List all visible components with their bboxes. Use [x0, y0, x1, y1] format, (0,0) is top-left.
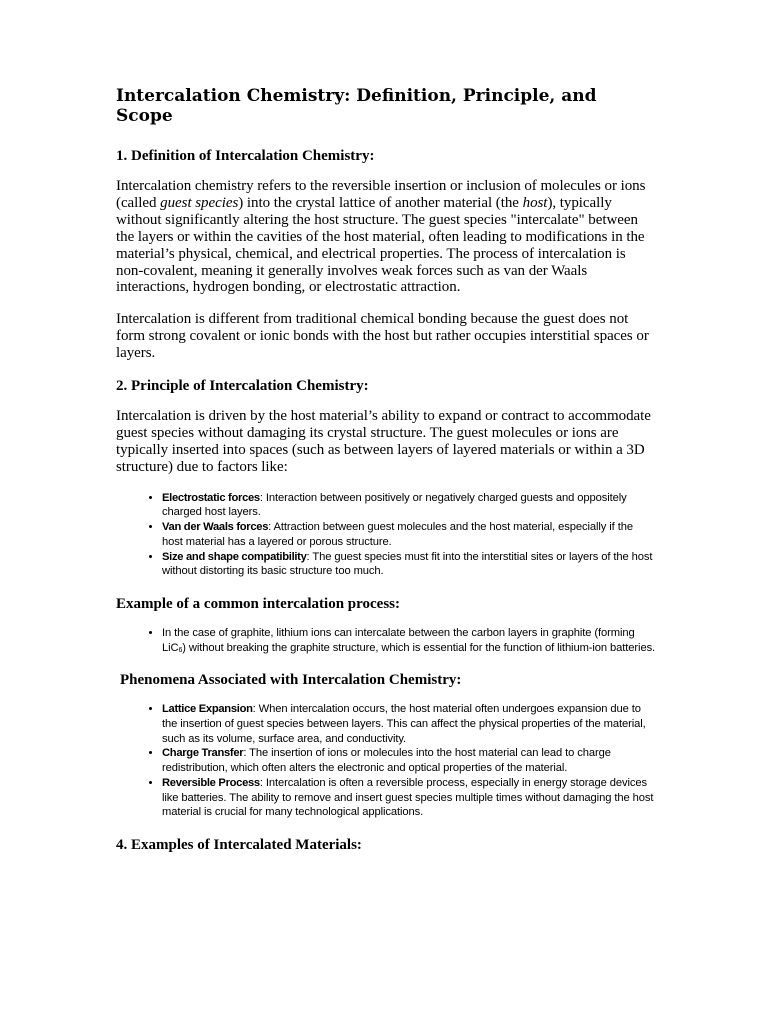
- principle-factors-list: [116, 491, 656, 579]
- list-item: • Van der Waals forces: Attraction between guest molecules and the host material, especially if the host material has a layered or porous structure.: [162, 520, 656, 549]
- document-body: [116, 86, 656, 867]
- list-item: • Electrostatic forces: Interaction between positively or negatively charged guests and oppositely charged host layers.: [162, 491, 656, 520]
- phenomena-list: [116, 702, 656, 820]
- example-heading: Example of a common intercalation process:: [116, 595, 400, 612]
- list-item: • Size and shape compatibility: The guest species must fit into the interstitial sites or layers of the host without distorting its basic structure too much.: [162, 550, 656, 579]
- section-2-paragraph-1: Intercalation is driven by the host material’s ability to expand or contract to accommodate guest species without damaging its crystal structure. The guest molecules or ions are typically inserted into spaces (such as between layers of layered materials or within a 3D structure) due to factors like:: [116, 408, 651, 475]
- phenomena-heading: Phenomena Associated with Intercalation Chemistry:: [120, 672, 462, 689]
- list-item: • Charge Transfer: The insertion of ions or molecules into the host material can lead to charge redistribution, which often alters the electronic and optical properties of the material.: [162, 746, 656, 775]
- section-1-paragraph-1: Intercalation chemistry refers to the reversible insertion or inclusion of molecules or ions (called guest species) into the crystal lattice of another material (the host), typically without significantly altering the host structure. The guest species "intercalate" between the layers or within the cavities of the host material, often leading to modifications in the material’s physical, chemical, and electrical properties. The process of intercalation is non-covalent, meaning it generally involves weak forces such as van der Waals interactions, hydrogen bonding, or electrostatic attraction.: [116, 178, 646, 296]
- guest-species-emphasis: guest species: [160, 194, 239, 211]
- host-emphasis: host: [522, 194, 548, 211]
- section-2-heading: 2. Principle of Intercalation Chemistry:: [116, 378, 369, 395]
- example-list: [116, 626, 656, 655]
- section-1-heading: 1. Definition of Intercalation Chemistry:: [116, 148, 375, 164]
- section-1-paragraph-2: Intercalation is different from traditional chemical bonding because the guest does not form strong covalent or ionic bonds with the host but rather occupies interstitial spaces or layers.: [116, 311, 649, 362]
- document-title: Intercalation Chemistry: Definition, Principle, and Scope: [116, 86, 597, 126]
- list-item: • Reversible Process: Intercalation is often a reversible process, especially in energy storage devices like batteries. The ability to remove and insert guest species multiple times without damaging the host material is crucial for many technological applications.: [162, 776, 656, 820]
- list-item: • In the case of graphite, lithium ions can intercalate between the carbon layers in graphite (forming LiC$_6$) without breaking the graphite structure, which is essential for the function of lithium-ion batteries.: [162, 626, 656, 655]
- section-4-heading: 4. Examples of Intercalated Materials:: [116, 836, 362, 853]
- list-item: • Lattice Expansion: When intercalation occurs, the host material often undergoes expansion due to the insertion of guest species between layers. This can affect the physical properties of the material, such as its volume, surface area, and conductivity.: [162, 702, 656, 746]
